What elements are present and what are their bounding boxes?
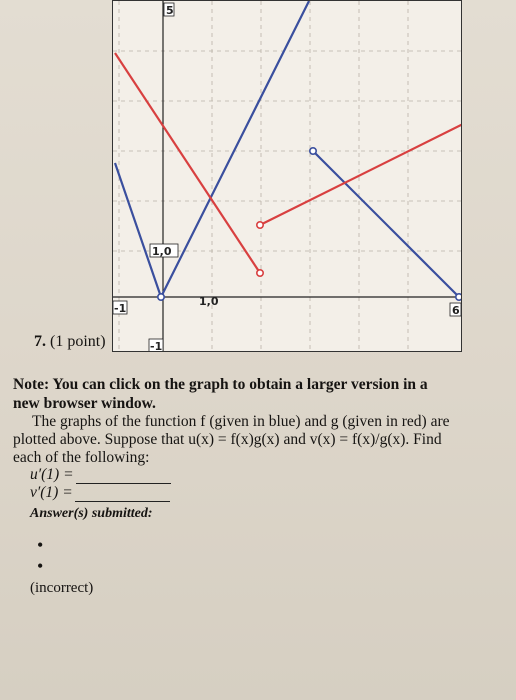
- f-endpoint: [456, 294, 462, 300]
- bullet-2: •: [37, 556, 44, 576]
- answer-label-u: u′(1) =: [30, 466, 74, 483]
- function-graph[interactable]: [113, 1, 462, 352]
- series-g-left: [115, 53, 260, 273]
- answer-label-v: v′(1) =: [30, 484, 73, 501]
- submitted-label: Answer(s) submitted:: [30, 506, 153, 521]
- answer-section: [30, 466, 171, 523]
- x-max-label: 6: [452, 304, 460, 317]
- problem-points: (1 point): [50, 333, 106, 350]
- problem-statement: The graphs of the function f (given in blue) and g (given in red) are plotted above. Suppose that u(x) = f(x)g(x) and v(x) = f(x)/g(x). Find each of the following:: [13, 413, 450, 466]
- x-min-label: -1: [114, 302, 127, 315]
- graph-note: Note: You can click on the graph to obtain a larger version in a new browser window.: [13, 376, 428, 412]
- answer-row-u: [30, 466, 171, 484]
- answer-status: (incorrect): [30, 580, 94, 596]
- answer-input-u[interactable]: [76, 469, 171, 484]
- problem-header: [34, 333, 106, 351]
- g-open-point-2: [257, 222, 263, 228]
- g-open-point-1: [257, 270, 263, 276]
- series-g-right: [260, 124, 462, 225]
- point-label: 1,0: [152, 245, 172, 258]
- y-min-label: -1: [150, 340, 163, 353]
- origin-label: 1,0: [199, 295, 219, 308]
- bullet-1: •: [37, 535, 44, 555]
- y-max-label: 5: [166, 4, 174, 17]
- grid-lines: [113, 1, 462, 352]
- answer-input-v[interactable]: [75, 487, 170, 502]
- graph-area[interactable]: [112, 0, 462, 352]
- f-point-1: [158, 294, 164, 300]
- answer-row-v: [30, 484, 171, 502]
- series-f-right: [313, 151, 459, 297]
- f-open-point: [310, 148, 316, 154]
- problem-number: 7.: [34, 333, 46, 350]
